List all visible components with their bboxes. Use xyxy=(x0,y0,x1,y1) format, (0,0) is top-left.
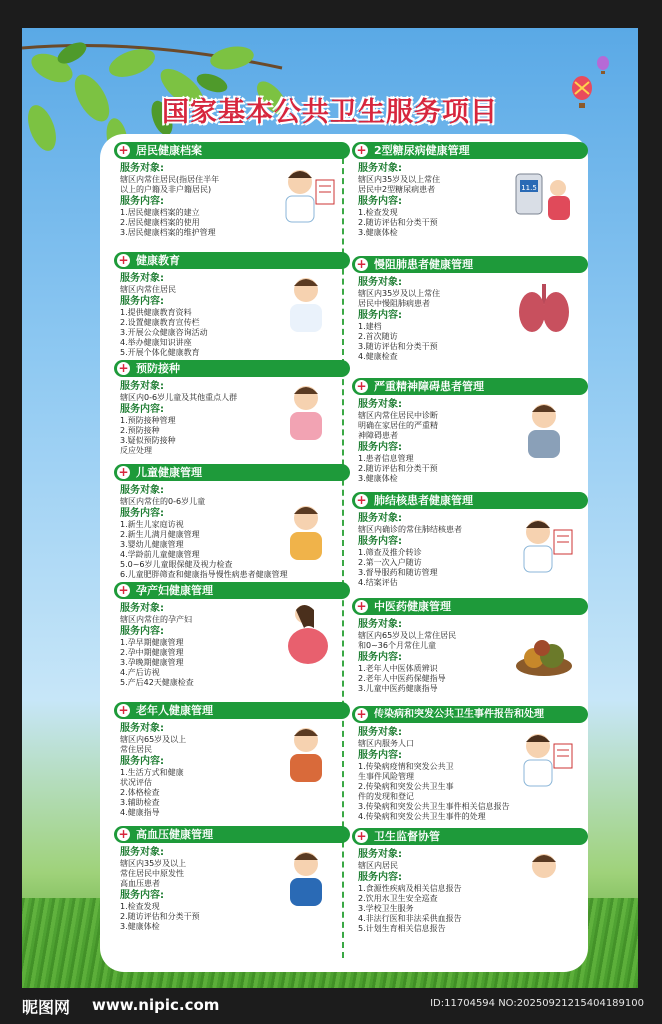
content-line: 2.传染病和突发公共卫生事 xyxy=(358,782,454,791)
content-label: 服务内容: xyxy=(120,626,164,637)
section-body xyxy=(120,846,256,932)
section-illustration xyxy=(274,602,338,670)
content-line: 生事件风险管理 xyxy=(358,772,414,781)
content-line: 状况评估 xyxy=(120,778,152,787)
target-line: 辖区内35岁及以上常住 xyxy=(358,175,441,184)
target-label: 服务对象: xyxy=(358,619,402,630)
content-line: 1.筛查及推介转诊 xyxy=(358,548,422,557)
content-line: 1.食源性疾病及相关信息报告 xyxy=(358,884,462,893)
content-line: 3.健康体检 xyxy=(358,474,398,483)
medical-cross-icon: + xyxy=(356,143,367,157)
content-line: 4.健康检查 xyxy=(358,352,398,361)
section-title: 孕产妇健康管理 xyxy=(136,584,213,597)
section-title: 中医药健康管理 xyxy=(374,600,451,613)
content-label: 服务内容: xyxy=(358,872,402,883)
content-line: 5.0~6岁儿童眼保健及视力检查 xyxy=(120,560,233,569)
section-illustration xyxy=(512,848,576,916)
content-label: 服务内容: xyxy=(358,196,402,207)
medical-cross-icon: + xyxy=(356,707,367,721)
section-title: 严重精神障碍患者管理 xyxy=(374,380,484,393)
medical-cross-icon: + xyxy=(118,361,129,375)
target-line: 辖区内常住的孕产妇 xyxy=(120,615,192,624)
section-title: 卫生监督协管 xyxy=(374,830,440,843)
content-line: 4.举办健康知识讲座 xyxy=(120,338,192,347)
content-line: 4.产后访视 xyxy=(120,668,160,677)
content-line: 1.检查发现 xyxy=(120,902,160,911)
target-line: 辖区内确诊的常住肺结核患者 xyxy=(358,525,462,534)
content-line: 2.设置健康教育宣传栏 xyxy=(120,318,200,327)
target-line: 辖区内35岁及以上 xyxy=(120,859,187,868)
content-line: 1.传染病疫情和突发公共卫 xyxy=(358,762,454,771)
content-label: 服务内容: xyxy=(120,404,164,415)
target-label: 服务对象: xyxy=(120,273,164,284)
target-line: 辖区内常住居民(指居住半年 xyxy=(120,175,220,184)
content-line: 2.随访评估和分类干预 xyxy=(358,218,438,227)
section-header xyxy=(352,142,588,159)
target-label: 服务对象: xyxy=(358,163,402,174)
section-illustration xyxy=(512,398,576,466)
content-label: 服务内容: xyxy=(120,890,164,901)
target-label: 服务对象: xyxy=(120,485,164,496)
target-line: 和0~36个月常住儿童 xyxy=(358,641,436,650)
section-header xyxy=(352,378,588,395)
content-line: 6.儿童肥胖筛查和健康指导慢性病患者健康管理 xyxy=(120,570,288,579)
content-line: 2.新生儿满月健康管理 xyxy=(120,530,200,539)
content-line: 2.随访评估和分类干预 xyxy=(120,912,200,921)
target-line: 高血压患者 xyxy=(120,879,160,888)
watermark-logo: 昵图网 xyxy=(22,998,71,1017)
section-illustration xyxy=(274,162,338,230)
svg-text:11.5: 11.5 xyxy=(521,184,537,192)
content-line: 3.儿童中医药健康指导 xyxy=(358,684,438,693)
section-title: 健康教育 xyxy=(136,254,180,267)
content-label: 服务内容: xyxy=(120,296,164,307)
content-line: 4.结案评估 xyxy=(358,578,398,587)
content-line: 3.开展公众健康咨询活动 xyxy=(120,328,208,337)
content-line: 1.建档 xyxy=(358,322,382,331)
medical-cross-icon: + xyxy=(356,379,367,393)
target-label: 服务对象: xyxy=(120,847,164,858)
section-illustration xyxy=(274,380,338,448)
medical-cross-icon: + xyxy=(356,493,367,507)
section-body xyxy=(358,512,494,588)
content-line: 2.饮用水卫生安全巡查 xyxy=(358,894,438,903)
section-body xyxy=(358,618,494,694)
content-line: 2.首次随访 xyxy=(358,332,398,341)
section-body xyxy=(358,398,494,484)
target-line: 明确在家居住的严重精 xyxy=(358,421,438,430)
section-title: 居民健康档案 xyxy=(136,144,202,157)
content-line: 4.非法行医和非法采供血报告 xyxy=(358,914,462,923)
content-line: 2.第一次入户随访 xyxy=(358,558,422,567)
section-title: 预防接种 xyxy=(136,362,180,375)
medical-cross-icon: + xyxy=(118,827,129,841)
section-body xyxy=(358,162,494,238)
target-line: 辖区内居民 xyxy=(358,861,398,870)
target-line: 辖区内常住居民中诊断 xyxy=(358,411,438,420)
content-line: 3.健康体检 xyxy=(120,922,160,931)
watermark-footer xyxy=(0,990,662,1024)
target-line: 辖区内常住居民 xyxy=(120,285,176,294)
section-header xyxy=(352,706,588,723)
medical-cross-icon: + xyxy=(356,257,367,271)
section-illustration xyxy=(512,276,576,344)
section-title: 慢阻肺患者健康管理 xyxy=(374,258,473,271)
content-line: 1.检查发现 xyxy=(358,208,398,217)
section-illustration xyxy=(512,726,576,794)
content-line: 反应处理 xyxy=(120,446,152,455)
content-line: 1.预防接种管理 xyxy=(120,416,176,425)
section-body xyxy=(120,380,256,456)
content-panel xyxy=(100,134,588,972)
content-line: 件的发现和登记 xyxy=(358,792,414,801)
target-line: 辖区内服务人口 xyxy=(358,739,414,748)
content-line: 3.督导服药和随访管理 xyxy=(358,568,438,577)
section-illustration xyxy=(274,846,338,914)
section-title: 老年人健康管理 xyxy=(136,704,213,717)
target-label: 服务对象: xyxy=(120,723,164,734)
target-label: 服务对象: xyxy=(120,163,164,174)
section-title: 高血压健康管理 xyxy=(136,828,213,841)
target-label: 服务对象: xyxy=(120,381,164,392)
section-header xyxy=(114,360,350,377)
target-line: 神障碍患者 xyxy=(358,431,398,440)
target-line: 居民中2型糖尿病患者 xyxy=(358,185,436,194)
content-line: 5.开展个体化健康教育 xyxy=(120,348,200,357)
content-line: 1.孕早期健康管理 xyxy=(120,638,184,647)
poster xyxy=(22,28,638,988)
target-label: 服务对象: xyxy=(120,603,164,614)
section-illustration xyxy=(512,162,576,230)
content-line: 2.孕中期健康管理 xyxy=(120,648,184,657)
target-line: 常住居民 xyxy=(120,745,152,754)
content-line: 2.预防接种 xyxy=(120,426,160,435)
content-line: 4.学龄前儿童健康管理 xyxy=(120,550,200,559)
content-line: 1.老年人中医体质辨识 xyxy=(358,664,438,673)
medical-cross-icon: + xyxy=(118,465,129,479)
target-label: 服务对象: xyxy=(358,513,402,524)
content-label: 服务内容: xyxy=(120,756,164,767)
content-label: 服务内容: xyxy=(358,750,402,761)
target-label: 服务对象: xyxy=(358,277,402,288)
target-line: 居民中慢阻肺病患者 xyxy=(358,299,430,308)
content-line: 3.随访评估和分类干预 xyxy=(358,342,438,351)
content-line: 3.健康体检 xyxy=(358,228,398,237)
content-line: 3.婴幼儿健康管理 xyxy=(120,540,184,549)
small-balloon-icon xyxy=(596,56,610,76)
section-title: 肺结核患者健康管理 xyxy=(374,494,473,507)
medical-cross-icon: + xyxy=(356,599,367,613)
poster-title: 国家基本公共卫生服务项目 xyxy=(162,97,498,128)
target-line: 辖区内65岁及以上 xyxy=(120,735,187,744)
content-label: 服务内容: xyxy=(358,442,402,453)
content-line: 1.提供健康教育资料 xyxy=(120,308,192,317)
section-header xyxy=(114,252,350,269)
section-header xyxy=(114,464,350,481)
target-line: 辖区内常住的0-6岁儿童 xyxy=(120,497,206,506)
target-label: 服务对象: xyxy=(358,727,402,738)
content-label: 服务内容: xyxy=(358,652,402,663)
medical-cross-icon: + xyxy=(118,583,129,597)
medical-cross-icon: + xyxy=(118,703,129,717)
content-line: 3.学校卫生服务 xyxy=(358,904,414,913)
section-header xyxy=(352,492,588,509)
target-line: 常住居民中原发性 xyxy=(120,869,184,878)
content-label: 服务内容: xyxy=(120,196,164,207)
section-body xyxy=(120,722,256,818)
section-body xyxy=(120,162,256,238)
target-line: 辖区内0-6岁儿童及其他重点人群 xyxy=(120,393,238,402)
content-line: 3.传染病和突发公共卫生事件相关信息报告 xyxy=(358,802,510,811)
content-line: 1.患者信息管理 xyxy=(358,454,414,463)
content-line: 2.老年人中医药保健指导 xyxy=(358,674,446,683)
section-body xyxy=(120,602,256,688)
section-illustration xyxy=(274,500,338,568)
target-line: 以上的户籍及非户籍居民) xyxy=(120,185,212,194)
content-line: 3.居民健康档案的维护管理 xyxy=(120,228,216,237)
watermark-url: www.nipic.com xyxy=(92,996,220,1014)
section-header xyxy=(352,256,588,273)
target-label: 服务对象: xyxy=(358,399,402,410)
section-header xyxy=(114,582,350,599)
section-title: 传染病和突发公共卫生事件报告和处理 xyxy=(374,709,544,720)
medical-cross-icon: + xyxy=(356,829,367,843)
section-header xyxy=(114,702,350,719)
content-line: 3.辅助检查 xyxy=(120,798,160,807)
content-line: 4.健康指导 xyxy=(120,808,160,817)
content-line: 2.居民健康档案的使用 xyxy=(120,218,200,227)
content-line: 1.新生儿家庭访视 xyxy=(120,520,184,529)
target-line: 辖区内35岁及以上常住 xyxy=(358,289,441,298)
content-label: 服务内容: xyxy=(120,508,164,519)
content-line: 2.体格检查 xyxy=(120,788,160,797)
content-line: 4.传染病和突发公共卫生事件的处理 xyxy=(358,812,486,821)
content-line: 3.疑似预防接种 xyxy=(120,436,176,445)
medical-cross-icon: + xyxy=(118,253,129,267)
content-label: 服务内容: xyxy=(358,310,402,321)
section-header xyxy=(352,598,588,615)
section-title: 2型糖尿病健康管理 xyxy=(374,144,470,157)
section-illustration xyxy=(274,722,338,790)
section-illustration xyxy=(512,618,576,686)
target-line: 辖区内65岁及以上常住居民 xyxy=(358,631,457,640)
content-label: 服务内容: xyxy=(358,536,402,547)
content-line: 3.孕晚期健康管理 xyxy=(120,658,184,667)
content-line: 5.产后42天健康检查 xyxy=(120,678,194,687)
content-line: 1.生活方式和健康 xyxy=(120,768,184,777)
section-header xyxy=(114,826,350,843)
section-header xyxy=(114,142,350,159)
section-header xyxy=(352,828,588,845)
content-line: 2.随访评估和分类干预 xyxy=(358,464,438,473)
section-illustration xyxy=(274,272,338,340)
section-body xyxy=(120,272,256,358)
section-illustration xyxy=(512,512,576,580)
section-body xyxy=(358,848,494,934)
content-line: 5.计划生育相关信息报告 xyxy=(358,924,446,933)
watermark-id: ID:11704594 NO:20250921215404189100 xyxy=(430,998,644,1009)
medical-cross-icon: + xyxy=(118,143,129,157)
section-body xyxy=(358,276,494,362)
section-title: 儿童健康管理 xyxy=(136,466,202,479)
target-label: 服务对象: xyxy=(358,849,402,860)
content-line: 1.居民健康档案的建立 xyxy=(120,208,200,217)
